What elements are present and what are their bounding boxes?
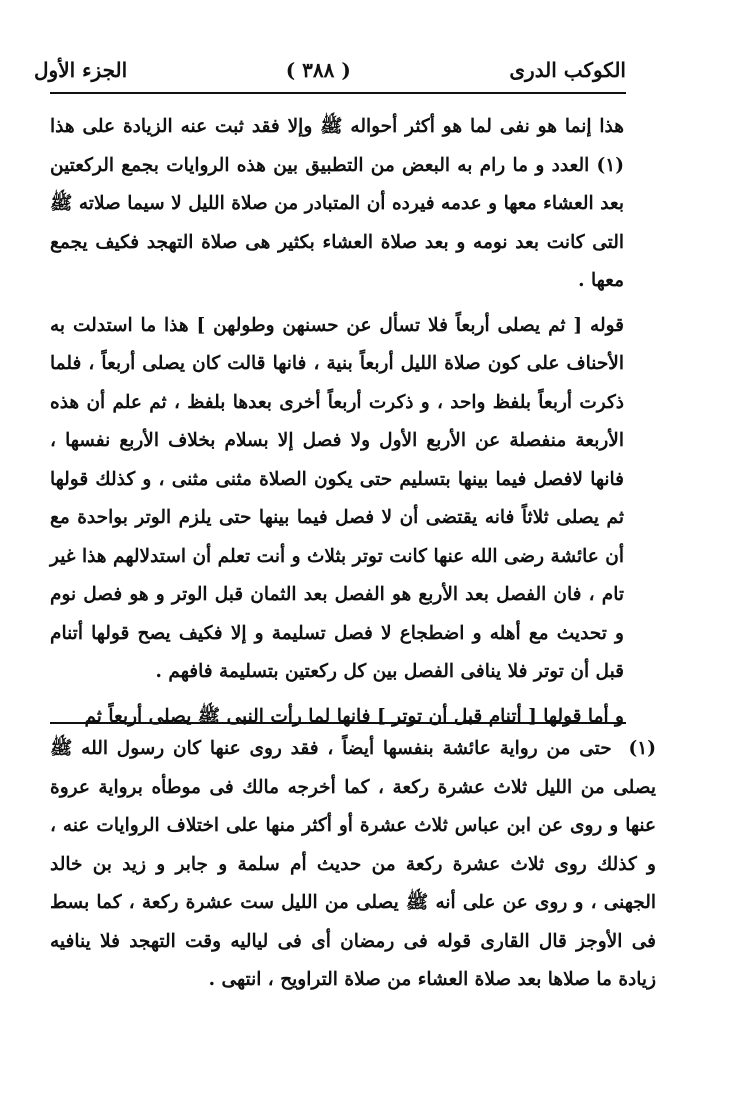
paragraph-3: و أما قولها [ أتنام قبل أن توتر ] فانها لما رأت النبى ﷺ يصلى أربعاً ثم	[84, 705, 624, 727]
footnote-1	[50, 730, 656, 1000]
footnote-text: حتى من رواية عائشة بنفسها أيضاً ، فقد روى عنها كان رسول الله ﷺ يصلى من الليل ثلاث عشرة ركعة ، كما أخرجه مالك فى موطأه برواية عروة عنها و روى عن ابن عباس ثلاث عشرة أو أكثر منها على اختلاف الروايات عنه ، و كذلك روى ثلاث عشرة ركعة من حديث أم سلمة و جابر و زيد بن خالد الجهنى ، و روى عن على أنه ﷺ يصلى من الليل ست عشرة ركعة ، كما بسط فى الأوجز قال القارى قوله فى رمضان أى فى لياليه وقت التهجد فلا ينافيه زيادة ما صلاها بعد صلاة العشاء من صلاة التراويح ، انتهى .	[50, 738, 656, 990]
footnote-number: (١)	[628, 738, 656, 759]
running-header	[34, 52, 626, 88]
header-rule	[50, 92, 626, 94]
paragraph-1: هذا إنما هو نفى لما هو أكثر أحواله ﷺ وإلا فقد ثبت عنه الزيادة على هذا (١) العدد و ما رام به البعض من التطبيق بين هذه الروايات بجمع الركعتين بعد العشاء معها و عدمه فيرده أن المتبادر من صلاة الليل لا سيما صلاته ﷺ التى كانت بعد نومه و بعد صلاة العشاء بكثير هى صلاة التهجد فكيف يجمع معها .	[50, 116, 624, 291]
paragraph-2: قوله [ ثم يصلى أربعاً فلا تسأل عن حسنهن وطولهن ] هذا ما استدلت به الأحناف على كون صلاة الليل أربعاً بنية ، فانها قالت كان يصلى أربعاً ، فلما ذكرت أربعاً بلفظ واحد ، و ذكرت أربعاً أخرى بعدها بلفظ ، ثم علم أن هذه الأربعة منفصلة عن الأربع الأول ولا فصل إلا بسلام بخلاف الأربع نفسها ، فانها لافصل فيما بينها بتسليم حتى يكون الصلاة مثنى مثنى ، و كذلك قولها ثم يصلى ثلاثاً فانه يقتضى أن لا فصل فيما بينها حتى يلزم الوتر بواحدة مع أن عائشة رضى الله عنها كانت توتر بثلاث و أنت تعلم أن استدلالهم هذا غير تام ، فان الفصل بعد الأربع هو الفصل بعد الثمان قبل الوتر و هو فصل نوم و تحديث مع أهله و اضطجاع لا فصل تسليمة و إلا فكيف يصح قولها أتنام قبل أن توتر فلا ينافى الفصل بين كل ركعتين بتسليمة فافهم .	[50, 314, 624, 682]
main-text	[50, 108, 624, 742]
book-title: الكوكب الدرى	[509, 58, 626, 82]
footnote-rule	[50, 722, 626, 724]
page-number: ( ٣٨٨ )	[285, 58, 351, 82]
volume-label: الجزء الأول	[34, 58, 128, 82]
footnotes	[50, 730, 656, 1000]
